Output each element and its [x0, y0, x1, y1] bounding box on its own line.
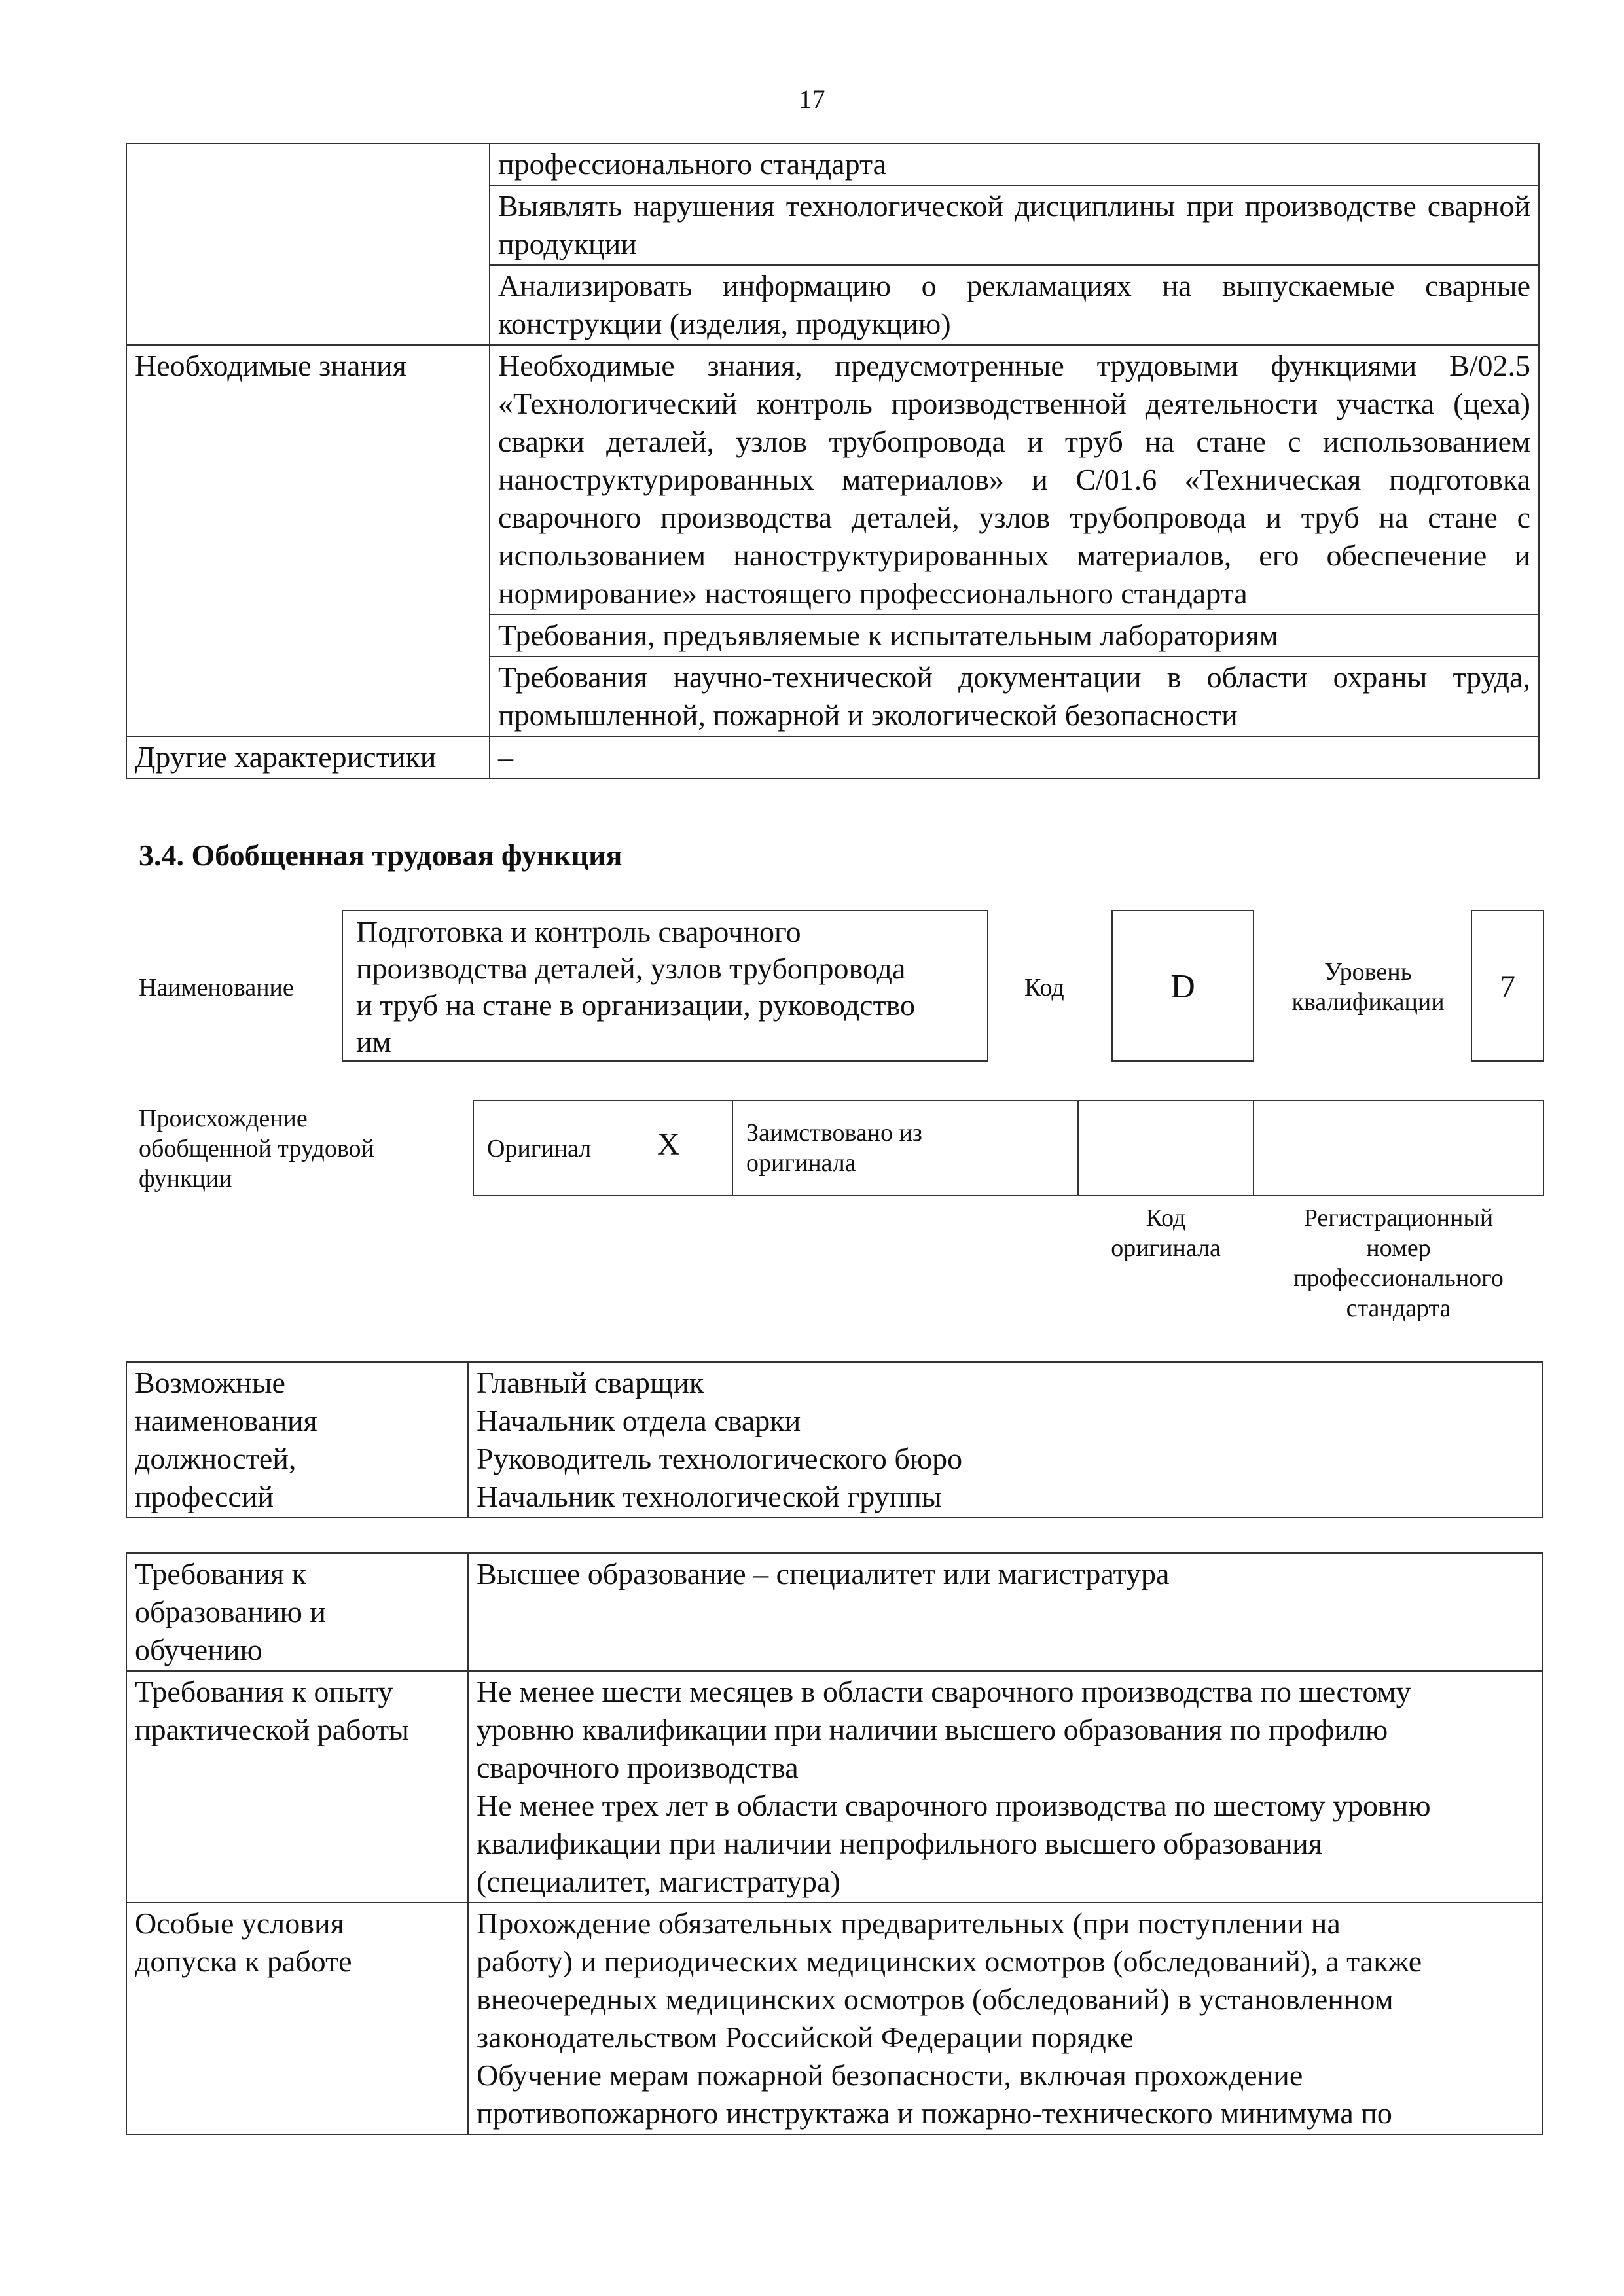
borrowed-line: Заимствовано из: [746, 1119, 922, 1147]
top-table: [126, 143, 1540, 779]
label-line: наименования: [135, 1404, 317, 1437]
name-line: и труб на стане в организации, руководство: [356, 988, 916, 1022]
level-box: [1471, 910, 1544, 1062]
origin-label-line: функции: [139, 1165, 232, 1193]
text-line: сварочного производства: [477, 1751, 799, 1784]
code-value: D: [1170, 968, 1195, 1005]
page-number: 17: [799, 84, 825, 114]
borrowed-label: [746, 1118, 922, 1178]
label-line: Требования к: [135, 1557, 306, 1590]
caption-line: оригинала: [1111, 1234, 1221, 1262]
name-line: Подготовка и контроль сварочного: [356, 915, 801, 948]
label-line: практической работы: [135, 1713, 409, 1746]
code-box: [1111, 910, 1254, 1062]
experience-label: [126, 1671, 468, 1903]
skill-row: профессионального стандарта: [490, 143, 1539, 185]
other-label: Другие характеристики: [126, 736, 490, 778]
label-line: Требования к опыту: [135, 1675, 393, 1708]
education-value: Высшее образование – специалитет или магистратура: [468, 1553, 1543, 1671]
caption-line: профессионального: [1293, 1265, 1504, 1292]
reg-caption: [1253, 1203, 1544, 1323]
requirements-table: [126, 1552, 1543, 2135]
name-line: им: [356, 1025, 391, 1058]
caption-line: номер: [1366, 1234, 1431, 1262]
name-label: Наименование: [139, 974, 294, 1001]
knowledge-row: Требования научно-технической документации в области охраны труда, промышленной, пожарной и экологической безопасности: [490, 656, 1539, 736]
position-item: Начальник отдела сварки: [477, 1404, 801, 1437]
education-label: [126, 1553, 468, 1671]
caption-line: Регистрационный: [1303, 1204, 1494, 1232]
caption-line: Код: [1146, 1204, 1186, 1232]
text-line: работу) и периодических медицинских осмотров (обследований), а также: [477, 1945, 1422, 1978]
level-label-2: квалификации: [1291, 988, 1445, 1016]
position-item: Руководитель технологического бюро: [477, 1442, 963, 1475]
original-mark: X: [657, 1127, 680, 1162]
caption-line: стандарта: [1346, 1295, 1451, 1322]
empty-label-cell: [126, 143, 490, 345]
text-line: квалификации при наличии непрофильного высшего образования: [477, 1827, 1322, 1860]
section-title: 3.4. Обобщенная трудовая функция: [139, 838, 623, 872]
origin-label-line: обобщенной трудовой: [139, 1135, 374, 1162]
original-label: Оригинал: [487, 1135, 592, 1162]
text-line: уровню квалификации при наличии высшего образования по профилю: [477, 1713, 1388, 1746]
origin-label: [139, 1103, 374, 1194]
label-line: Возможные: [135, 1366, 285, 1399]
text-line: Не менее трех лет в области сварочного производства по шестому уровню: [477, 1789, 1431, 1822]
conditions-label: [126, 1903, 468, 2134]
conditions-value: [468, 1903, 1543, 2134]
positions-table: [126, 1361, 1543, 1518]
label-line: профессий: [135, 1480, 274, 1513]
name-box: [342, 910, 988, 1062]
positions-label: [126, 1362, 468, 1518]
origin-original-cell: [473, 1100, 733, 1196]
label-line: образованию и: [135, 1595, 326, 1628]
origin-reg-cell: [1253, 1100, 1544, 1196]
knowledge-label: Необходимые знания: [126, 345, 490, 736]
text-line: Не менее шести месяцев в области сварочного производства по шестому: [477, 1675, 1411, 1708]
label-line: допуска к работе: [135, 1945, 352, 1978]
text-line: Прохождение обязательных предварительных (при поступлении на: [477, 1907, 1341, 1940]
position-item: Начальник технологической группы: [477, 1480, 942, 1513]
label-line: должностей,: [135, 1442, 297, 1475]
text-line: (специалитет, магистратура): [477, 1865, 840, 1898]
name-line: производства деталей, узлов трубопровода: [356, 952, 906, 985]
label-line: Особые условия: [135, 1907, 344, 1940]
position-item: Главный сварщик: [477, 1366, 704, 1399]
text-line: законодательством Российской Федерации порядке: [477, 2020, 1134, 2054]
knowledge-row: Требования, предъявляемые к испытательным лабораториям: [490, 615, 1539, 656]
code-orig-caption: [1077, 1203, 1254, 1263]
positions-list: [468, 1362, 1543, 1518]
level-label-1: Уровень: [1324, 958, 1412, 986]
text-line: внеочередных медицинских осмотров (обследований) в установленном: [477, 1982, 1394, 2016]
skill-row: Анализировать информацию о рекламациях на выпускаемые сварные конструкции (изделия, продукцию): [490, 265, 1539, 345]
origin-label-line: Происхождение: [139, 1105, 308, 1132]
label-line: обучению: [135, 1633, 262, 1666]
experience-value: [468, 1671, 1543, 1903]
origin-code-cell: [1077, 1100, 1254, 1196]
code-label: Код: [1024, 974, 1064, 1001]
borrowed-line: оригинала: [746, 1149, 856, 1177]
text-line: Обучение мерам пожарной безопасности, включая прохождение: [477, 2058, 1303, 2092]
knowledge-row: Необходимые знания, предусмотренные трудовыми функциями В/02.5 «Технологический контроль производственной деятельности участка (цеха) сварки деталей, узлов трубопровода и труб на стане с использованием наноструктурированных материалов» и С/01.6 «Техническая подготовка сварочного производства деталей, узлов трубопровода и труб на стане с использованием наноструктурированных материалов, его обеспечение и нормирование» настоящего профессионального стандарта: [490, 345, 1539, 615]
origin-borrowed-cell: [732, 1100, 1079, 1196]
text-line: противопожарного инструктажа и пожарно-технического минимума по: [477, 2096, 1392, 2130]
other-value: –: [490, 736, 1539, 778]
skill-row: Выявлять нарушения технологической дисциплины при производстве сварной продукции: [490, 185, 1539, 265]
level-value: 7: [1500, 969, 1515, 1004]
level-label: [1270, 957, 1466, 1017]
